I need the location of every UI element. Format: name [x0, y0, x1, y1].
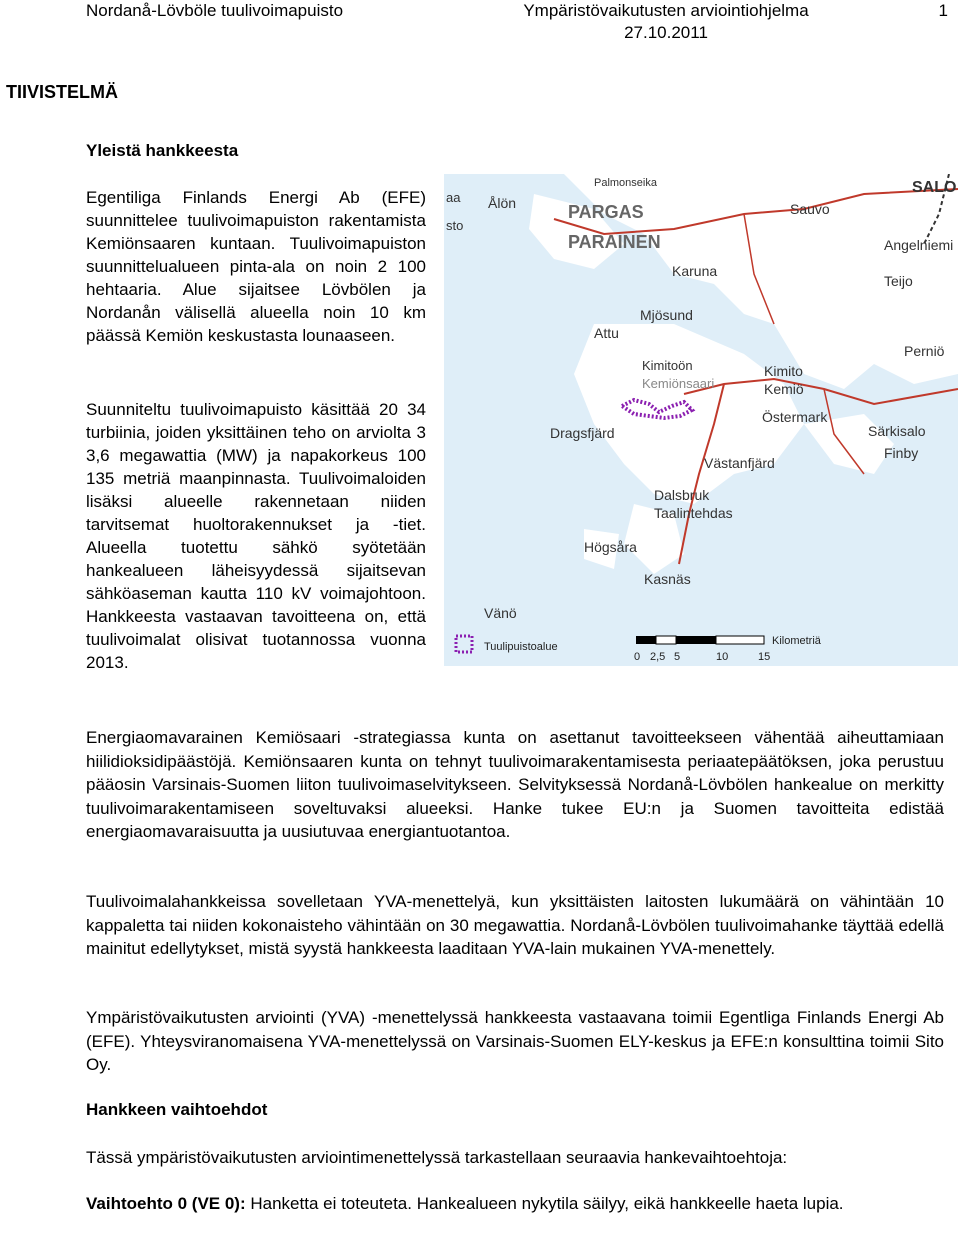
ve0-label: Vaihtoehto 0 (VE 0): [86, 1194, 246, 1213]
paragraph-strategy: Energiaomavarainen Kemiösaari -strategiassa kunta on asettanut tavoitteekseen vähentää aiheuttamiaan hiilidioksidipäästöjä. Kemiönsaaren kunta on tehnyt tuulivoimarakentamisesta periaatepäätöksen, joka perustuu pääosin Varsinais-Suomen liiton tuulivoimaselvitykseen. Selvityksessä Nordanå-Lövbölen hankealue on merkitty tuulivoimarakentamiseen soveltuvaksi alueeksi. Hanke tukee EU:n ja Suomen tavoitteita edistää energiaomavaraisuutta ja uusiutuvaa energiantuotantoa. [86, 728, 944, 841]
scale-seg [636, 636, 656, 644]
map-label: Östermark [762, 409, 828, 425]
scale-unit: Kilometriä [772, 635, 821, 647]
map-label: Kemiö [764, 381, 804, 397]
map-label: Angelniemi [884, 237, 954, 253]
map-label: Mjösund [640, 307, 693, 323]
map-label: PARAINEN [568, 232, 661, 252]
map-label: Karuna [672, 263, 718, 279]
subsection-title-alternatives: Hankkeen vaihtoehdot [86, 1100, 268, 1119]
map-label: sto [446, 218, 464, 233]
header-project-name: Nordanå-Lövböle tuulivoimapuisto [86, 1, 344, 20]
paragraph-yva-parties: Ympäristövaikutusten arviointi (YVA) -menettelyssä hankkeesta vastaavana toimii Egentliga Finlands Energi Ab (EFE). Yhteysviranomaisena YVA-menettelyssä on Varsinais-Suomen ELY-keskus ja EFE:n konsulttina toimii Sito Oy. [86, 1008, 944, 1074]
scale-tick: 2,5 [650, 651, 666, 663]
map-svg [444, 174, 958, 666]
legend-label: Tuulipuistoalue [484, 641, 558, 653]
subsection-title-general: Yleistä hankkeesta [86, 141, 239, 160]
map-label: Kemiönsaari [642, 376, 715, 391]
paragraph-yva-procedure: Tuulivoimalahankkeissa sovelletaan YVA-menettelyä, kun yksittäisten laitosten lukumäärä on vähintään 10 kappaletta tai niiden kokonaisteho vähintään on 30 megawattia. Nordanå-Lövbölen tuulivoimahanke täyttää edellä mainitut edellytykset, mistä syystä hankkeesta laaditaan YVA-lain mukainen YVA-menettely. [86, 892, 944, 958]
header-date: 27.10.2011 [624, 23, 708, 42]
map-label: Sauvo [790, 201, 830, 217]
scale-tick: 10 [716, 651, 729, 663]
map-label: Vänö [484, 605, 517, 621]
header-document-title [506, 0, 826, 44]
scale-seg [716, 636, 764, 644]
paragraph-intro: Egentiliga Finlands Energi Ab (EFE) suunnittelee tuulivoimapuiston rakentamista Kemiönsaaren kuntaan. Tuulivoimapuiston suunnittelualueen pinta-ala on noin 2 100 hehtaaria. Alue sijaitsee Lövbölen ja Nordanån välisellä alueella noin 10 km päässä Kemiön keskustasta lounaaseen. [86, 188, 426, 345]
map-label: Dragsfjärd [550, 425, 615, 441]
ve0-text: Hanketta ei toteuteta. Hankealueen nykytila säilyy, eikä hankkeelle haeta lupia. [245, 1194, 844, 1213]
map-label: Kimitoön [642, 358, 693, 373]
paragraph-turbines: Suunniteltu tuulivoimapuisto käsittää 20 34 turbiinia, joiden yksittäinen teho on arviolta 3 3,6 megawattia (MW) ja napakorkeus 100 135 metriä maanpinnasta. Tuulivoimaloiden lisäksi alueelle rakennetaan niiden tarvitsemat huoltorakennukset ja -tiet. Alueella tuotettu sähkö syötetään hankealueen läheisyydessä sijaitsevan sähköaseman kautta 110 kV voimajohtoon. Hankkeesta vastaavan tavoitteena on, että tuulivoimalat olisivat tuotannossa vuonna 2013. [86, 400, 426, 672]
section-title: TIIVISTELMÄ [6, 82, 118, 102]
alternative-ve0 [86, 1192, 944, 1216]
scale-tick: 0 [634, 651, 641, 663]
scale-tick: 5 [674, 651, 681, 663]
map-label: aa [446, 190, 461, 205]
map-label: Kasnäs [644, 571, 691, 587]
location-map [444, 174, 958, 666]
map-label: Taalintehdas [654, 505, 733, 521]
map-label: Finby [884, 445, 919, 461]
map-label: Kimito [764, 363, 803, 379]
scale-seg [676, 636, 716, 644]
map-label: Högsåra [584, 539, 637, 555]
map-label: Perniö [904, 343, 945, 359]
header-title-line: Ympäristövaikutusten arviointiohjelma [523, 1, 809, 20]
map-label: PARGAS [568, 202, 644, 222]
map-label: Särkisalo [868, 423, 926, 439]
scale-seg [656, 636, 676, 644]
page-number: 1 [938, 1, 948, 20]
paragraph-alternatives-intro: Tässä ympäristövaikutusten arviointimenettelyssä tarkastellaan seuraavia hankevaihtoehtoja: [86, 1148, 788, 1167]
map-label: Attu [594, 325, 619, 341]
map-label: Ålön [488, 195, 517, 211]
map-label: SALO [912, 179, 957, 196]
scale-tick: 15 [758, 651, 771, 663]
map-label: Västanfjärd [704, 455, 775, 471]
map-label: Palmonseika [594, 177, 657, 189]
map-label: Dalsbruk [654, 487, 710, 503]
map-label: Teijo [884, 273, 913, 289]
